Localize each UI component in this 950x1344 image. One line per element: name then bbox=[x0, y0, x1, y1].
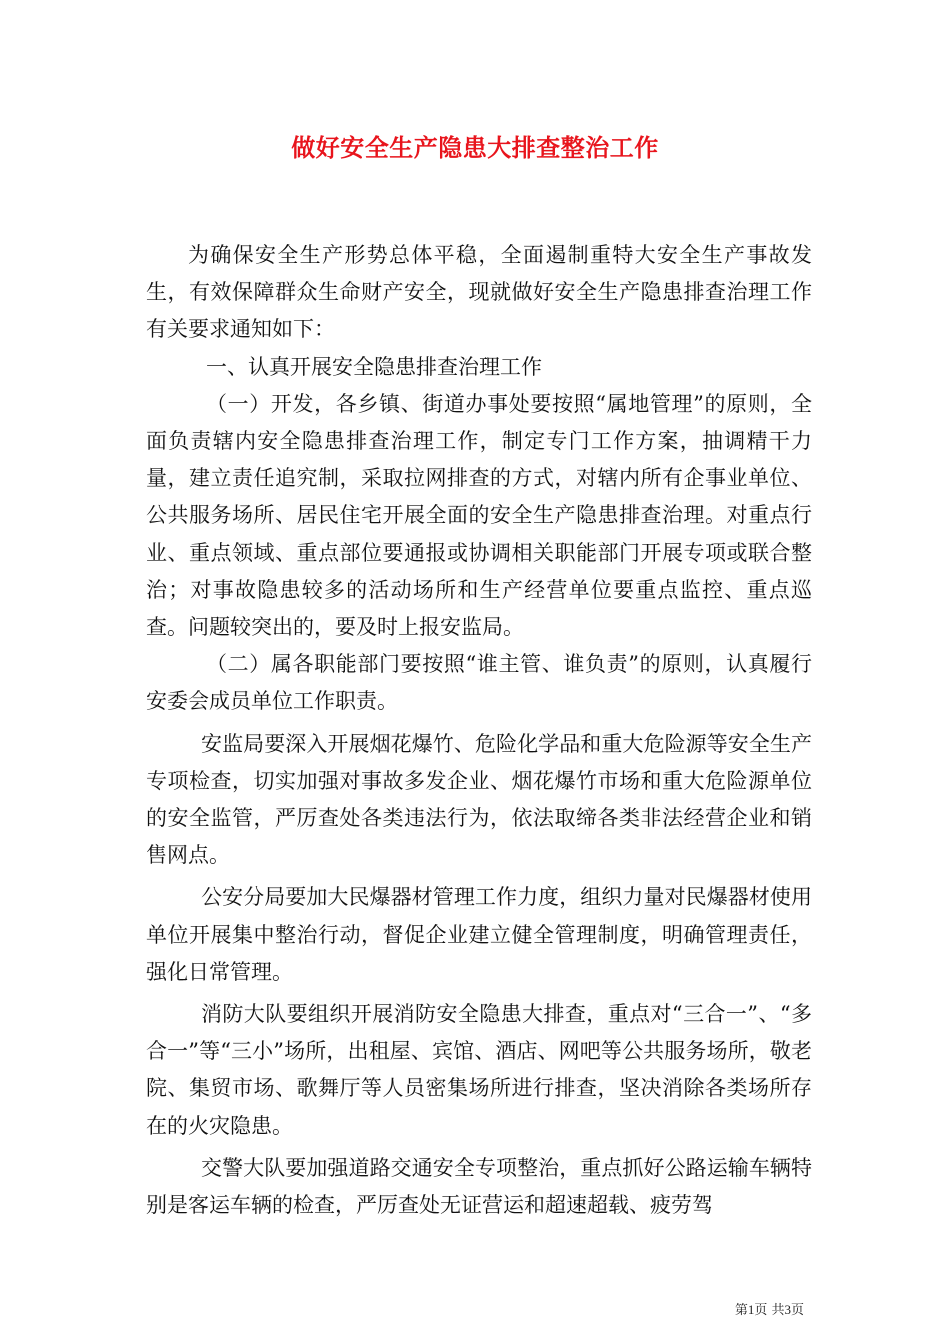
footer-suffix: 页 bbox=[790, 1303, 804, 1318]
footer-middle: 页 共 bbox=[754, 1303, 785, 1318]
section-heading-1: 一、认真开展安全隐患排查治理工作 bbox=[206, 354, 542, 379]
page-number-footer bbox=[735, 1301, 804, 1320]
paragraph-item-2: （二）属各职能部门要按照“谁主管、谁负责”的原则，认真履行安委会成员单位工作职责。 bbox=[146, 652, 812, 714]
document-body bbox=[146, 237, 812, 1224]
paragraph-safety-bureau: 安监局要深入开展烟花爆竹、危险化学品和重大危险源等安全生产专项检查，切实加强对事故多发企业、烟花爆竹市场和重大危险源单位的安全监管，严厉查处各类违法行为，依法取缔各类非法经营企业和销售网点。 bbox=[146, 731, 812, 868]
total-page-number: 3 bbox=[784, 1302, 791, 1317]
document-title-text: 做好安全生产隐患大排查整治工作 bbox=[291, 133, 659, 162]
paragraph-item-1: （一）开发，各乡镇、街道办事处要按照“属地管理”的原则，全面负责辖内安全隐患排查治理工作，制定专门工作方案，抽调精干力量，建立责任追究制，采取拉网排查的方式，对辖内所有企事业单位、公共服务场所、居民住宅开展全面的安全生产隐患排查治理。对重点行业、重点领域、重点部位要通报或协调相关职能部门开展专项或联合整治；对事故隐患较多的活动场所和生产经营单位要重点监控、重点巡查。问题较突出的，要及时上报安监局。 bbox=[146, 391, 812, 640]
paragraph-public-security: 公安分局要加大民爆器材管理工作力度，组织力量对民爆器材使用单位开展集中整治行动，督促企业建立健全管理制度，明确管理责任，强化日常管理。 bbox=[146, 885, 812, 984]
document-title bbox=[0, 128, 950, 168]
paragraph-fire-brigade: 消防大队要组织开展消防安全隐患大排查，重点对“三合一”、“多合一”等“三小”场所，出租屋、宾馆、酒店、网吧等公共服务场所，敬老院、集贸市场、歌舞厅等人员密集场所进行排查，坚决消除各类场所存在的火灾隐患。 bbox=[146, 1002, 812, 1138]
footer-prefix: 第 bbox=[734, 1303, 748, 1318]
paragraph-traffic-police: 交警大队要加强道路交通安全专项整治，重点抓好公路运输车辆特别是客运车辆的检查，严厉查处无证营运和超速超载、疲劳驾 bbox=[146, 1155, 812, 1218]
current-page-number: 1 bbox=[747, 1302, 755, 1317]
paragraph-intro: 为确保安全生产形势总体平稳，全面遏制重特大安全生产事故发生，有效保障群众生命财产安全，现就做好安全生产隐患排查治理工作有关要求通知如下： bbox=[146, 243, 812, 342]
